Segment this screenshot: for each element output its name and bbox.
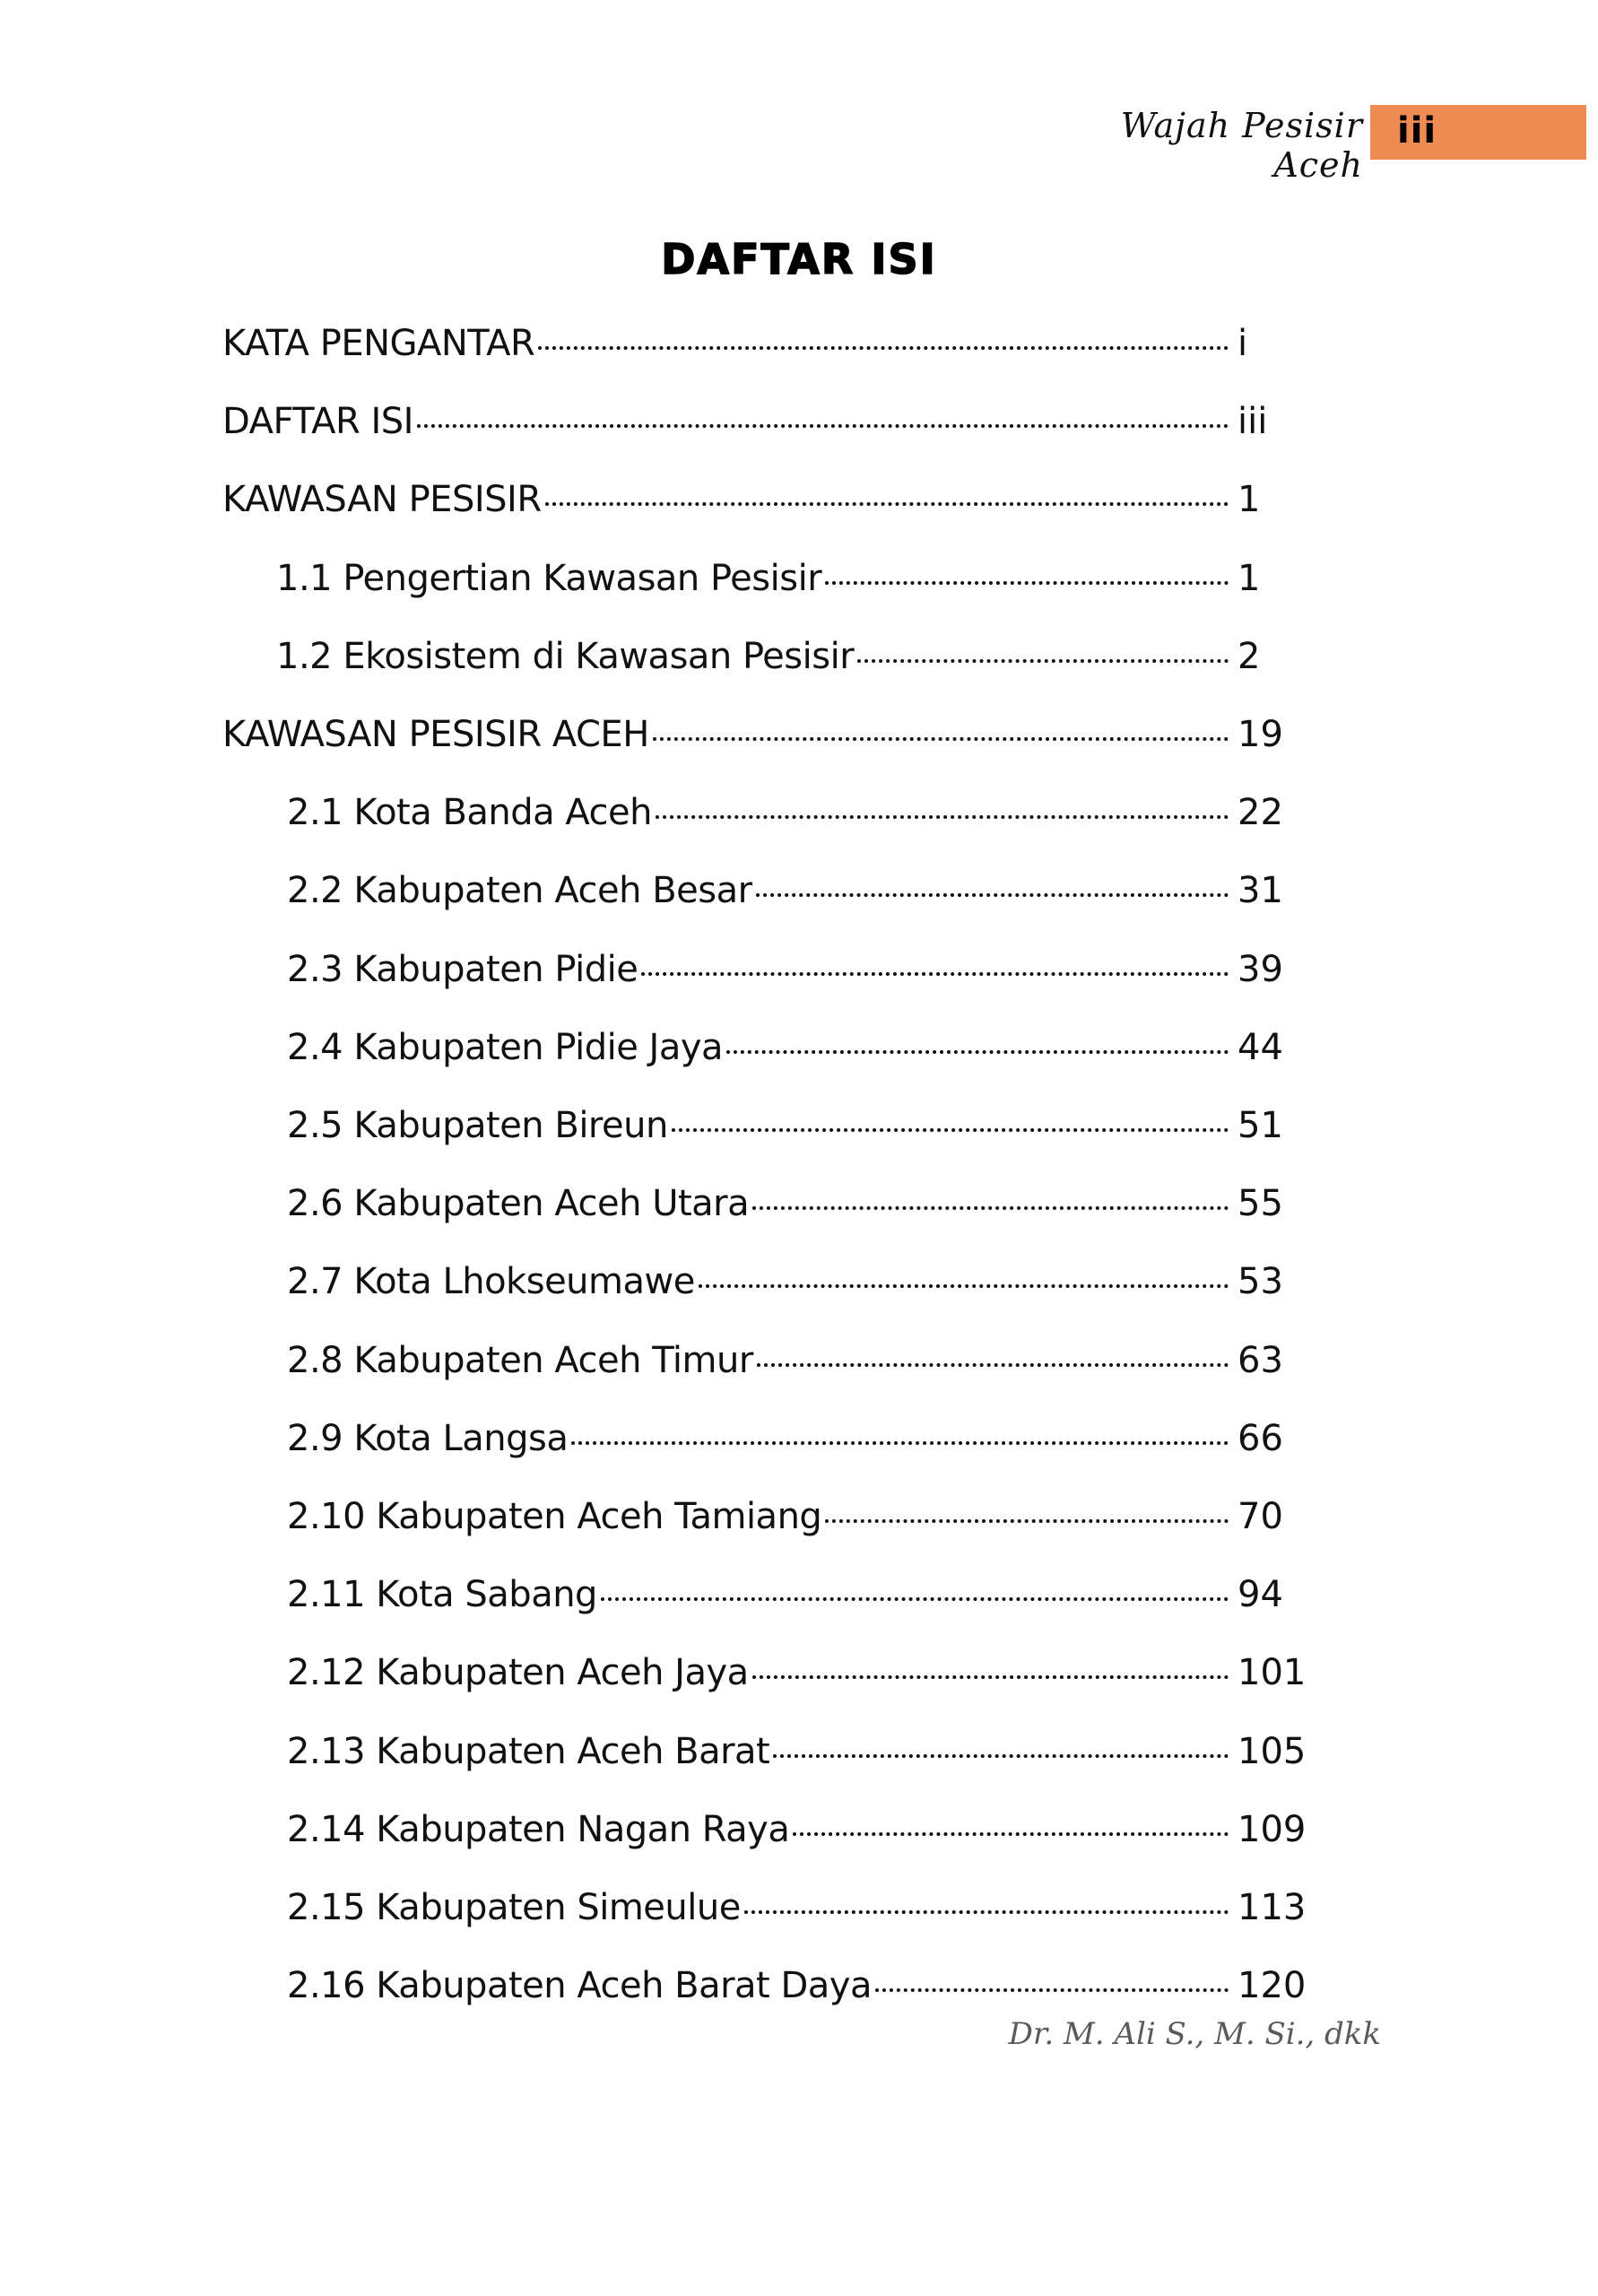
toc-entry-label: 2.14 Kabupaten Nagan Raya [287,1808,790,1850]
dot-leader [756,893,1229,897]
toc-entry-page: 22 [1238,792,1283,834]
toc-entry-page: 51 [1238,1105,1283,1146]
toc-entry-label: 2.1 Kota Banda Aceh [287,792,652,834]
toc-entry[interactable] [287,1105,1309,1159]
dot-leader [752,1675,1229,1679]
dot-leader [773,1754,1229,1758]
dot-leader [825,1519,1229,1523]
toc-entry-page: 94 [1238,1574,1283,1616]
dot-leader [825,581,1229,585]
toc-entry[interactable] [222,714,1309,768]
dot-leader [757,1363,1229,1367]
toc-entry-page: 1 [1238,479,1261,521]
dot-leader [653,737,1229,741]
dot-leader [672,1128,1229,1132]
toc-entry[interactable] [287,1261,1309,1315]
toc-entry-page: 105 [1238,1730,1307,1772]
toc-entry-page: 109 [1238,1808,1307,1850]
toc-entry[interactable] [287,949,1309,1003]
dot-leader [538,346,1229,350]
toc-entry[interactable] [276,558,1309,612]
toc-entry-label: 2.9 Kota Langsa [287,1417,569,1459]
toc-entry-page: 1 [1238,557,1261,599]
toc-entry[interactable] [222,479,1309,533]
toc-entry-label: 2.3 Kabupaten Pidie [287,948,638,990]
toc-entry[interactable] [287,1027,1309,1081]
dot-leader [857,659,1229,663]
toc-entry-label: 2.6 Kabupaten Aceh Utara [287,1183,750,1225]
toc-entry[interactable] [287,1652,1309,1706]
toc-entry-page: 66 [1238,1417,1283,1459]
book-title: Wajah Pesisir Aceh [1120,106,1363,185]
toc-entry[interactable] [287,792,1309,846]
dot-leader [875,1988,1229,1992]
toc-entry-page: 44 [1238,1026,1283,1068]
toc-entry-label: 2.16 Kabupaten Aceh Barat Daya [287,1965,872,2007]
toc-entry-page: 70 [1238,1496,1283,1537]
toc-entry-label: KATA PENGANTAR [222,323,535,364]
dot-leader [571,1441,1229,1445]
toc-entry-label: 2.2 Kabupaten Aceh Besar [287,870,752,912]
dot-leader [726,1050,1229,1054]
toc-entry-page: 113 [1238,1887,1307,1928]
toc-entry-page: 55 [1238,1183,1283,1225]
toc-entry-page: 53 [1238,1261,1283,1303]
toc-entry[interactable] [287,1809,1309,1863]
toc-entry-page: iii [1238,401,1268,443]
toc-entry[interactable] [276,636,1309,690]
toc-entry-label: KAWASAN PESISIR ACEH [222,714,649,755]
toc-entry-label: 2.5 Kabupaten Bireun [287,1105,668,1146]
toc-entry-page: 19 [1238,714,1283,755]
toc-entry-label: 1.1 Pengertian Kawasan Pesisir [276,557,822,599]
toc-entry[interactable] [222,401,1309,455]
dot-leader [417,424,1229,428]
toc-entry[interactable] [287,1418,1309,1472]
dot-leader [793,1832,1229,1836]
toc-entry[interactable] [287,1183,1309,1237]
toc-entry[interactable] [287,1340,1309,1394]
dot-leader [744,1910,1229,1914]
toc-entry-label: 2.10 Kabupaten Aceh Tamiang [287,1496,822,1537]
toc-entry[interactable] [287,1965,1309,2019]
dot-leader [641,972,1229,976]
dot-leader [545,502,1229,506]
toc-entry-label: DAFTAR ISI [222,401,413,443]
toc-entry[interactable] [287,1887,1309,1941]
toc-entry[interactable] [222,323,1309,377]
toc-entry-page: 63 [1238,1339,1283,1381]
page-number-tab [1370,105,1586,160]
page-title: DAFTAR ISI [661,235,937,283]
dot-leader [699,1284,1229,1288]
toc-entry[interactable] [287,1731,1309,1785]
toc-entry-label: 2.8 Kabupaten Aceh Timur [287,1339,753,1381]
toc-entry-page: i [1238,323,1248,364]
toc-entry-label: KAWASAN PESISIR [222,479,542,521]
toc-entry[interactable] [287,870,1309,924]
toc-entry-page: 39 [1238,948,1283,990]
toc-entry[interactable] [287,1574,1309,1628]
toc-entry-label: 2.12 Kabupaten Aceh Jaya [287,1652,749,1694]
toc-entry-page: 2 [1238,635,1261,677]
footer-authors: Dr. M. Ali S., M. Si., dkk [1008,2016,1381,2052]
toc-entry-label: 2.11 Kota Sabang [287,1574,597,1616]
toc-entry[interactable] [287,1496,1309,1550]
page-number: iii [1397,110,1437,152]
toc-entry-label: 1.2 Ekosistem di Kawasan Pesisir [276,635,855,677]
toc-entry-page: 31 [1238,870,1283,912]
toc-entry-label: 2.15 Kabupaten Simeulue [287,1887,741,1928]
toc-entry-label: 2.7 Kota Lhokseumawe [287,1261,695,1303]
toc-entry-label: 2.13 Kabupaten Aceh Barat [287,1730,770,1772]
dot-leader [656,815,1229,819]
toc-entry-page: 120 [1238,1965,1307,2007]
toc-entry-label: 2.4 Kabupaten Pidie Jaya [287,1026,724,1068]
dot-leader [752,1206,1229,1210]
dot-leader [601,1597,1229,1601]
toc-entry-page: 101 [1238,1652,1307,1694]
